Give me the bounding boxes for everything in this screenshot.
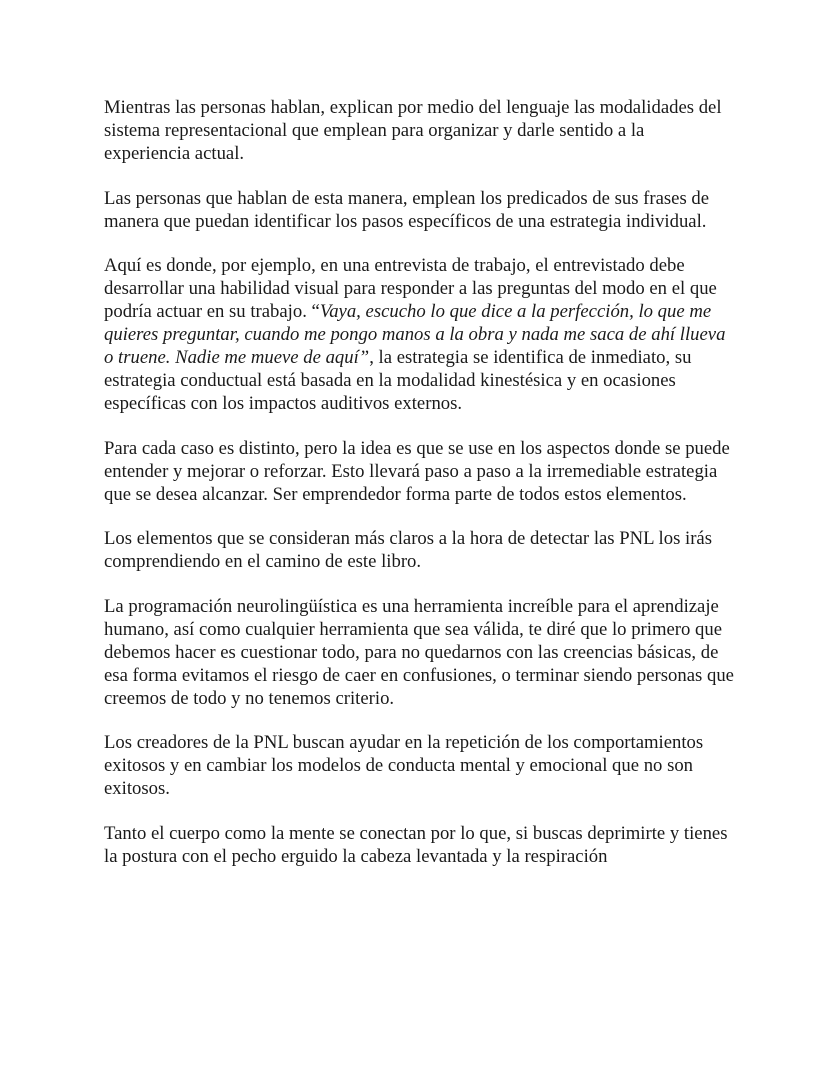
paragraph-2: Las personas que hablan de esta manera, emplean los predicados de sus frases de manera que puedan identificar los pasos específicos de una estrategia individual. (104, 187, 710, 232)
paragraph-3 (104, 254, 734, 415)
paragraph-3-tail: , la estrategia se identifica de inmediato, su estrategia conductual está basada en la modalidad kinestésica y en ocasiones específicas con los impactos auditivos externos. (104, 347, 692, 414)
paragraph-6: La programación neurolingüística es una herramienta increíble para el aprendizaje humano, así como cualquier herramienta que sea válida, te diré que lo primero que debemos hacer es cuestionar todo, para no quedarnos con las creencias básicas, de esa forma evitamos el riesgo de caer en confusiones, o terminar siendo personas que creemos de todo y no tenemos criterio. (104, 595, 734, 709)
paragraph-3-quote: Vaya, escucho lo que dice a la perfección, lo que me quieres preguntar, cuando me pongo manos a la obra y nada me saca de ahí llueva o truene. Nadie me mueve de aquí” (104, 301, 726, 368)
paragraph-1: Mientras las personas hablan, explican por medio del lenguaje las modalidades del sistema representacional que emplean para organizar y darle sentido a la experiencia actual. (104, 97, 722, 164)
paragraph-5: Los elementos que se consideran más claros a la hora de detectar las PNL los irás comprendiendo en el camino de este libro. (104, 528, 713, 572)
document-page (104, 96, 734, 868)
paragraph-8: Tanto el cuerpo como la mente se conectan por lo que, si buscas deprimirte y tienes la postura con el pecho erguido la cabeza levantada y la respiración (104, 822, 728, 867)
paragraph-3-lead: Aquí es donde, por ejemplo, en una entrevista de trabajo, el entrevistado debe desarrollar una habilidad visual para responder a las preguntas del modo en el que podría actuar en su trabajo. “ (104, 255, 717, 322)
paragraph-4: Para cada caso es distinto, pero la idea es que se use en los aspectos donde se puede entender y mejorar o reforzar. Esto llevará paso a paso a la irremediable estrategia que se desea alcanzar. Ser emprendedor forma parte de todos estos elementos. (104, 437, 730, 505)
paragraph-7: Los creadores de la PNL buscan ayudar en la repetición de los comportamientos exitosos y en cambiar los modelos de conducta mental y emocional que no son exitosos. (104, 732, 704, 799)
